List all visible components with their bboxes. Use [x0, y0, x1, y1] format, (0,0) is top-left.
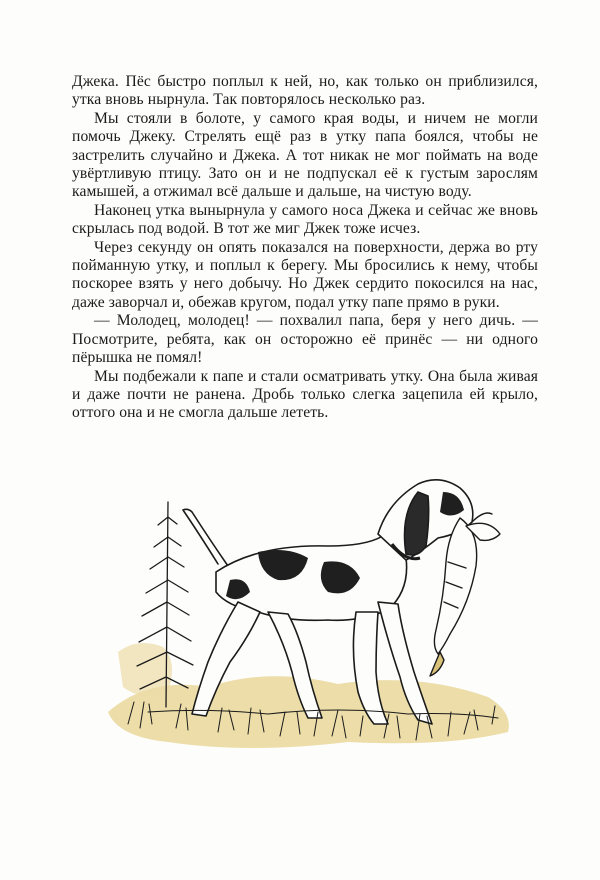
- paragraph: Наконец утка вынырнула у самого носа Джека и сейчас же вновь скрылась под водой. В тот же миг Джек тоже исчез.: [72, 201, 538, 238]
- paragraph: Через секунду он опять показался на поверхности, держа во рту пойманную утку, и поплыл к берегу. Мы бросились к нему, чтобы поскорее взять у него добычу. Но Джек сердито покосился на нас, даже заворчал и, обежав кругом, подал утку папе прямо в руки.: [72, 238, 538, 311]
- paragraph: Мы стояли в болоте, у самого края воды, и ничем не могли помочь Джеку. Стрелять ещё раз в утку папа боялся, чтобы не застрелить случайно и Джека. А тот никак не мог поймать на воде увёртливую птицу. Зато он и не подпускал её к густым зарослям камышей, а отжимал всё дальше и дальше, на чистую воду.: [72, 109, 538, 201]
- dog-with-duck-illustration: [88, 462, 528, 762]
- paragraph: Мы подбежали к папе и стали осматривать утку. Она была живая и даже почти не ранена. Дробь только слегка зацепила ей крыло, оттого она и не смогла дальше лететь.: [72, 367, 538, 422]
- dialogue-paragraph: — Молодец, молодец! — похвалил папа, беря у него дичь. — Посмотрите, ребята, как он осторожно её принёс — ни одного пёрышка не помял!: [72, 312, 538, 367]
- story-text: [72, 73, 538, 423]
- grass-wash-left: [118, 643, 172, 696]
- paragraph: Джека. Пёс быстро поплыл к ней, но, как только он приблизился, утка вновь нырнула. Так повторялось несколько раз.: [72, 73, 538, 109]
